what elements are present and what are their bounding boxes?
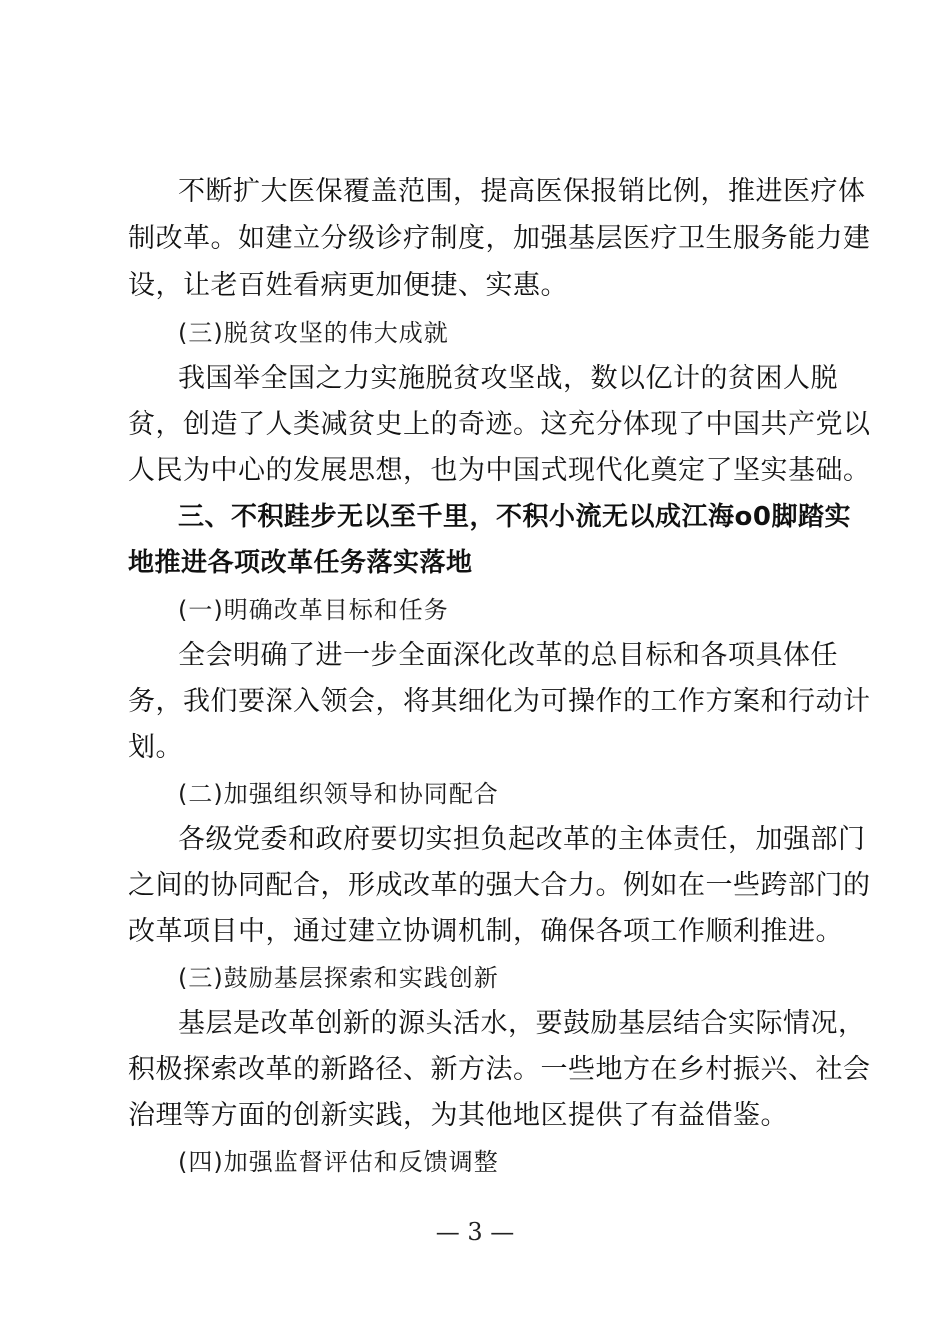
- body-text-line: 不断扩大医保覆盖范围，提高医保报销比例，推进医疗体: [178, 176, 866, 207]
- body-text-line: 基层是改革创新的源头活水，要鼓励基层结合实际情况，: [178, 1008, 866, 1039]
- body-text-line: 务，我们要深入领会，将其细化为可操作的工作方案和行动计: [128, 686, 871, 717]
- body-text-line: 之间的协同配合，形成改革的强大合力。例如在一些跨部门的: [128, 870, 871, 901]
- body-text-line: 制改革。如建立分级诊疗制度，加强基层医疗卫生服务能力建: [128, 223, 871, 254]
- subsection-heading: (二)加强组织领导和协同配合: [178, 780, 499, 808]
- body-text-line: 划。: [128, 732, 183, 763]
- body-text-line: 各级党委和政府要切实担负起改革的主体责任，加强部门: [178, 824, 866, 855]
- section-heading: 三、不积跬步无以至千里，不积小流无以成江海o0脚踏实: [178, 502, 851, 532]
- subsection-heading: (三)鼓励基层探索和实践创新: [178, 964, 499, 992]
- section-heading: 地推进各项改革任务落实落地: [128, 548, 473, 578]
- subsection-heading: (四)加强监督评估和反馈调整: [178, 1148, 499, 1176]
- body-text-line: 全会明确了进一步全面深化改革的总目标和各项具体任: [178, 640, 838, 671]
- subsection-heading: (一)明确改革目标和任务: [178, 596, 449, 624]
- subsection-heading: (三)脱贫攻坚的伟大成就: [178, 319, 449, 347]
- body-text-line: 人民为中心的发展思想，也为中国式现代化奠定了坚实基础。: [128, 455, 871, 486]
- body-text-line: 我国举全国之力实施脱贫攻坚战，数以亿计的贫困人脱: [178, 363, 838, 394]
- body-text-line: 设，让老百姓看病更加便捷、实惠。: [128, 270, 568, 301]
- body-text-line: 积极探索改革的新路径、新方法。一些地方在乡村振兴、社会: [128, 1054, 871, 1085]
- page-number: — 3 —: [435, 1218, 515, 1246]
- body-text-line: 治理等方面的创新实践，为其他地区提供了有益借鉴。: [128, 1100, 788, 1131]
- body-text-line: 贫，创造了人类减贫史上的奇迹。这充分体现了中国共产党以: [128, 409, 871, 440]
- body-text-line: 改革项目中，通过建立协调机制，确保各项工作顺利推进。: [128, 916, 843, 947]
